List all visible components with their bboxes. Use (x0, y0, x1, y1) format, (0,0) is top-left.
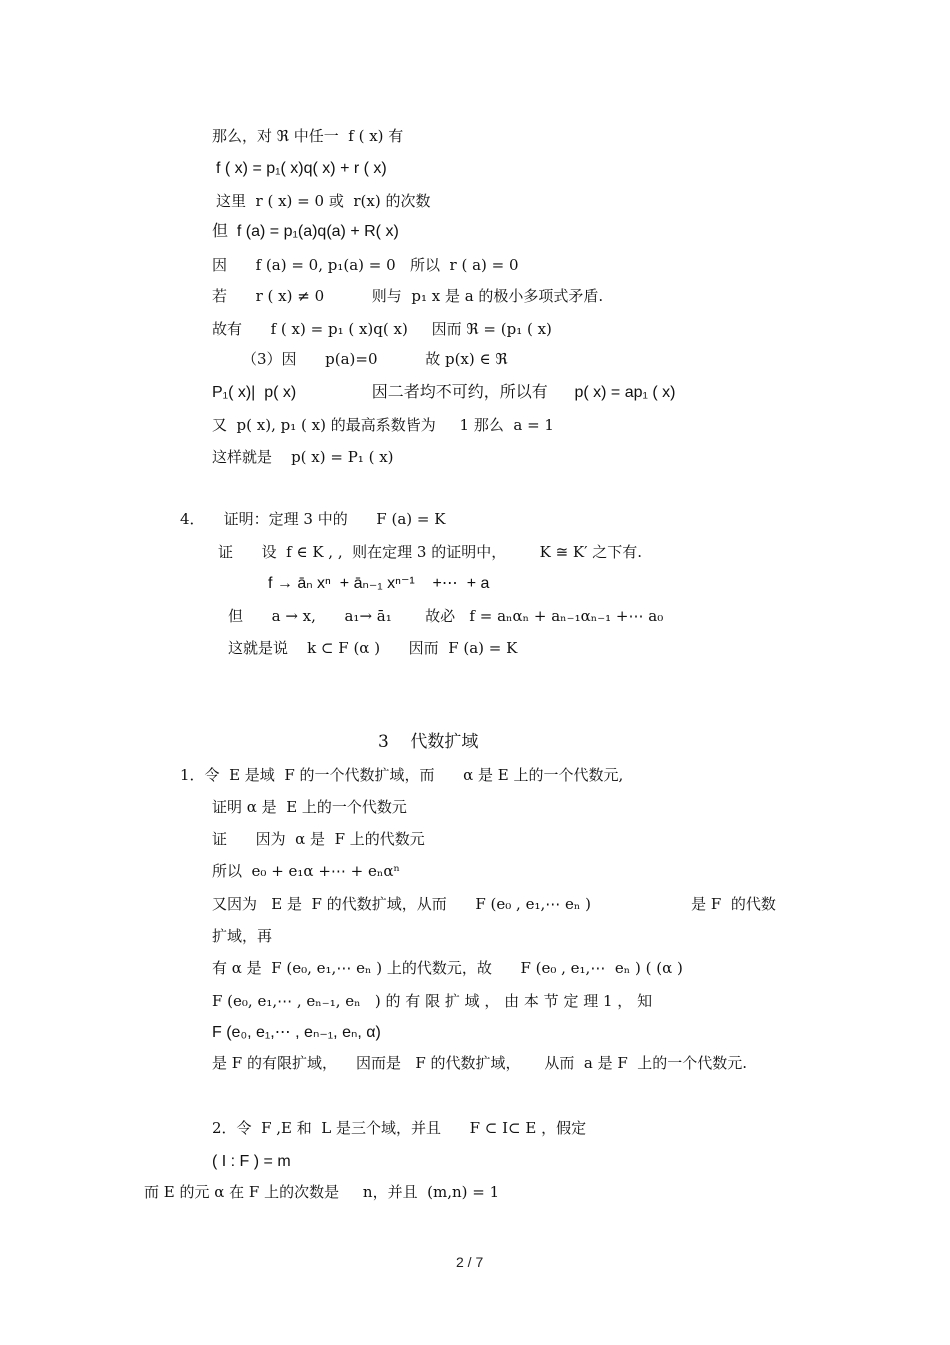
text-line: 扩域，再 (212, 927, 273, 945)
page-number: 2 / 7 (456, 1254, 484, 1270)
text-line: 有 α 是 F (e₀, e₁,⋯ eₙ ) 上的代数元，故 F (e₀ , e₁,⋯ eₙ ) ( (α ) (212, 959, 683, 977)
equation-line: 但 f (a) = p₁(a)q(a) + R( x) (212, 223, 399, 240)
text-line: 而 E 的元 α 在 F 上的次数是 n，并且 (m,n) = 1 (144, 1183, 500, 1201)
text-line: 这里 r ( x) = 0 或 r(x) 的次数 (216, 192, 431, 210)
equation-line: ( I : F ) = m (212, 1153, 291, 1170)
text-line: 但 a → x, a₁→ ā₁ 故必 f = aₙαₙ + aₙ₋₁αₙ₋₁ +⋯ a₀ (228, 607, 664, 625)
equation-line: P₁( x)| p( x) 因二者均不可约，所以有 p( x) = ap₁ ( x) (212, 384, 676, 401)
text-line: 那么，对 ℜ 中任一 f ( x) 有 (212, 127, 404, 145)
text-line: 证 因为 α 是 F 上的代数元 (212, 830, 425, 848)
text-line: 1．令 E 是域 F 的一个代数扩域，而 α 是 E 上的一个代数元, (180, 766, 624, 784)
text-line: 又 p( x), p₁ ( x) 的最高系数皆为 1 那么 a = 1 (212, 416, 554, 434)
text-line: 所以 e₀ + e₁α +⋯ + eₙαⁿ (212, 862, 400, 880)
equation-line: f → āₙ xⁿ + āₙ₋₁ xⁿ⁻¹ +⋯ + a (268, 575, 490, 592)
text-line: F (e₀, e₁,⋯ , eₙ₋₁, eₙ ) 的 有 限 扩 域 ， 由 本 节 定 理 1 ， 知 (212, 992, 653, 1010)
equation-line: F (e₀, e₁,⋯ , eₙ₋₁, eₙ, α) (212, 1024, 381, 1041)
text-line: 2．令 F ,E 和 L 是三个域，并且 F ⊂ I⊂ E ，假定 (212, 1119, 587, 1137)
text-line: 因 f (a) = 0, p₁(a) = 0 所以 r ( a) = 0 (212, 256, 519, 274)
text-line: 故有 f ( x) = p₁ ( x)q( x) 因而 ℜ = (p₁ ( x) (212, 320, 552, 338)
text-line: （3）因 p(a)=0 故 p(x) ∈ ℜ (242, 350, 508, 368)
text-line: 又因为 E 是 F 的代数扩域，从而 F (e₀ , e₁,⋯ eₙ ) 是 F 的代数 (212, 895, 776, 913)
text-line: 是 F 的有限扩域， 因而是 F 的代数扩域， 从而 a 是 F 上的一个代数元. (212, 1054, 748, 1072)
text-line: 这样就是 p( x) = P₁ ( x) (212, 448, 394, 466)
text-line: 若 r ( x) ≠ 0 则与 p₁ x 是 a 的极小多项式矛盾. (212, 287, 604, 305)
text-line: 4． 证明：定理 3 中的 F (a) = K (180, 510, 446, 528)
text-line: 证明 α 是 E 上的一个代数元 (212, 798, 407, 816)
section-heading: 3 代数扩域 (378, 732, 479, 752)
equation-line: f ( x) = p₁( x)q( x) + r ( x) (216, 160, 387, 177)
text-line: 证 设 f ∈ K , , 则在定理 3 的证明中， K ≅ K′ 之下有. (218, 543, 643, 561)
text-line: 这就是说 k ⊂ F (α ) 因而 F (a) = K (228, 639, 518, 657)
